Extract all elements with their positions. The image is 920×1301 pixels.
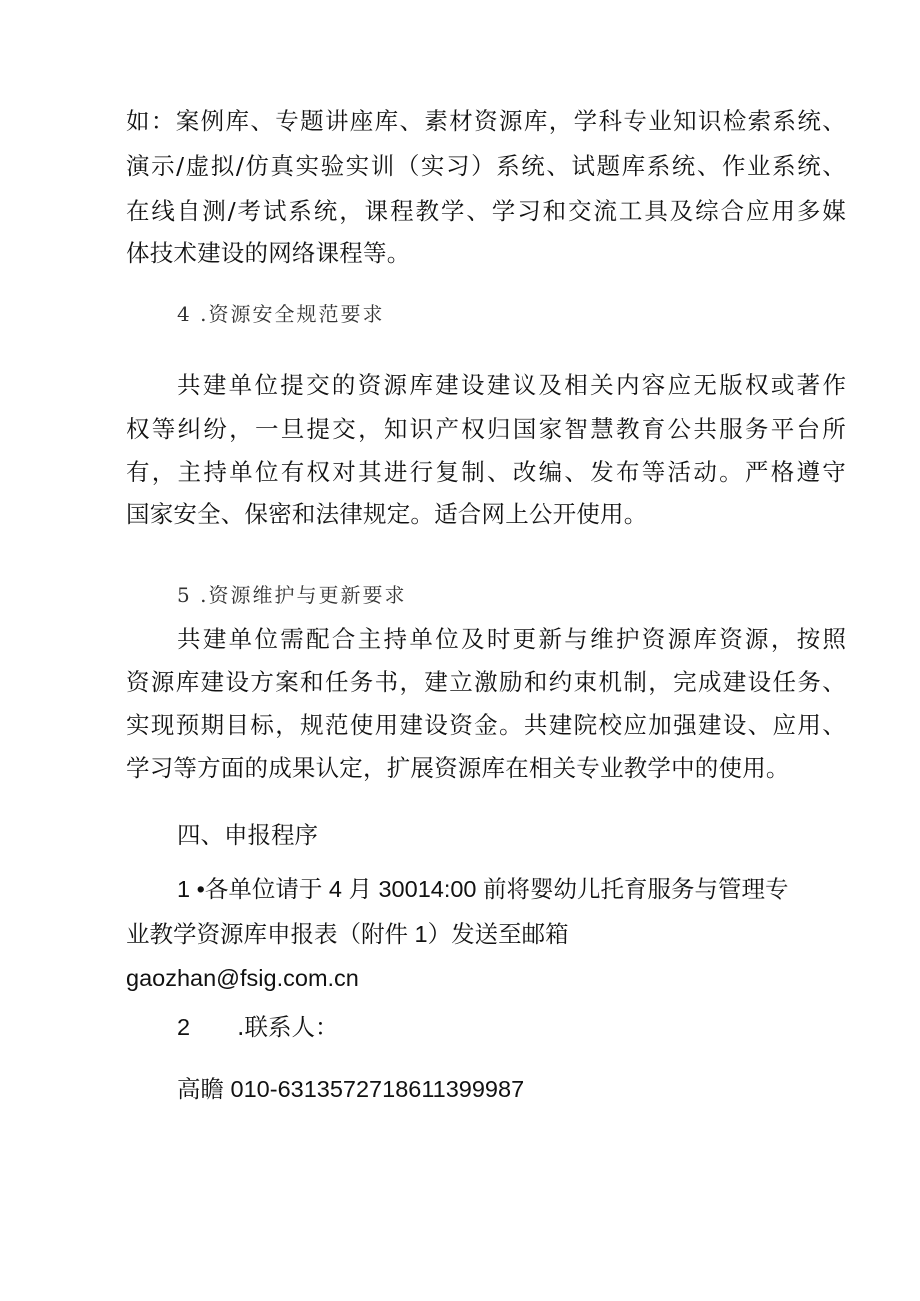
- item2-label: .联系人：: [237, 1013, 339, 1041]
- item2-number: 2: [177, 1014, 191, 1040]
- section4-line-3: 有，主持单位有权对其进行复制、改编、发布等活动。严格遵守: [126, 458, 846, 486]
- paragraph1-line-1: 如：案例库、专题讲座库、素材资源库，学科专业知识检索系统、: [126, 107, 846, 135]
- email-address[interactable]: gaozhan@fsig.com.cn: [126, 965, 359, 991]
- section5-line-2: 资源库建设方案和任务书，建立激励和约束机制，完成建设任务、: [126, 668, 846, 696]
- paragraph1-line-2: 演示/虚拟/仿真实验实训（实习）系统、试题库系统、作业系统、: [126, 152, 846, 180]
- paragraph1-line-3: 在线自测/考试系统，课程教学、学习和交流工具及综合应用多媒: [126, 197, 846, 225]
- section4-line-1: 共建单位提交的资源库建设建议及相关内容应无版权或著作: [177, 371, 846, 399]
- paragraph1-line-4: 体技术建设的网络课程等。: [126, 239, 411, 267]
- item1-line-2: 业教学资源库申报表（附件 1）发送至邮箱: [126, 921, 569, 947]
- section5-line-3: 实现预期目标，规范使用建设资金。共建院校应加强建设、应用、: [126, 711, 846, 739]
- contact-info: 高瞻 010-6313572718611399987: [177, 1076, 525, 1102]
- section4-heading: 4 .资源安全规范要求: [177, 302, 385, 326]
- section5-heading: 5 .资源维护与更新要求: [177, 583, 407, 607]
- section4-line-4: 国家安全、保密和法律规定。适合网上公开使用。: [126, 500, 648, 528]
- section4-line-2: 权等纠纷，一旦提交，知识产权归国家智慧教育公共服务平台所: [126, 415, 846, 443]
- section-four-heading: 四、申报程序: [177, 821, 318, 849]
- section5-line-4: 学习等方面的成果认定，扩展资源库在相关专业教学中的使用。: [126, 754, 790, 782]
- item1-line-1: 1 •各单位请于 4 月 30014:00 前将婴幼儿托育服务与管理专: [177, 876, 789, 902]
- section5-line-1: 共建单位需配合主持单位及时更新与维护资源库资源，按照: [177, 625, 846, 653]
